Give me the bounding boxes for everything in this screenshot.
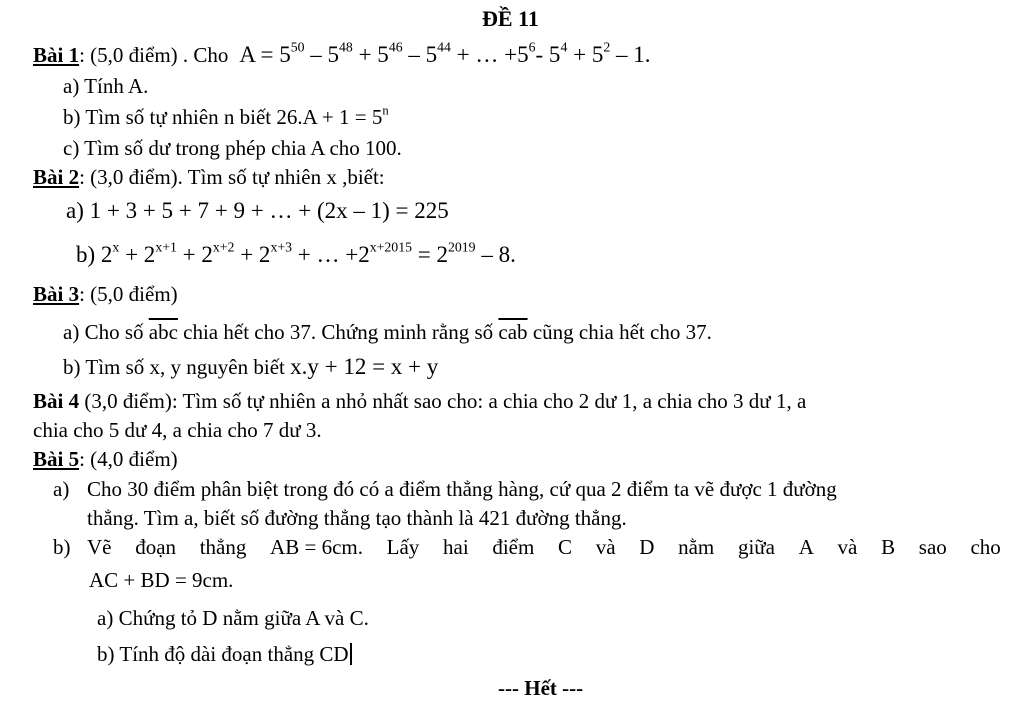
bai5-sub-b: b) Tính độ dài đoạn thẳng CD (97, 643, 352, 665)
bai2-a: a) 1 + 3 + 5 + 7 + 9 + … + (2x – 1) = 225 (66, 198, 449, 223)
bai1-formula: $A = 5^{50} - 5^{48} + 5^{46} - 5^{44}$ + … $+5^6-$ $5^4 + 5^2 - 1$. (239, 39, 651, 67)
bai5-heading (33, 449, 178, 470)
bai1-label: Bài 1 (33, 43, 80, 67)
bai3-heading (33, 284, 178, 305)
bai2-label: Bài 2 (33, 165, 80, 189)
abc-number: $\overline{abc}$ (148, 320, 178, 344)
bai5-a-marker: a) (53, 477, 70, 501)
bai5-sub-a: a) Chứng tỏ D nằm giữa A và C. (97, 606, 369, 630)
bai3-head: : (5,0 điểm) (79, 282, 178, 306)
bai2-b: b) $2^x + 2^{x+1} + 2^{x+2} + 2^{x+3}$ + … $+2^{x+2015} = 2^{2019} - 8$. (76, 239, 516, 267)
bai5-b-marker: b) (53, 535, 71, 559)
bai2-head: : (3,0 điểm). Tìm số tự nhiên x ,biết: (79, 165, 385, 189)
bai2-heading (33, 167, 385, 188)
cab-number: $\overline{cab}$ (498, 320, 528, 344)
bai4-line2: chia cho 5 dư 4, a chia cho 7 dư 3. (33, 418, 322, 442)
bai1-heading (33, 39, 651, 67)
bai3-b: b) Tìm số x, y nguyên biết x.y + 12 = x + y (63, 354, 439, 379)
bai3-label: Bài 3 (33, 282, 80, 306)
bai1-a: a) Tính A. (63, 74, 149, 98)
bai3-a: a) Cho số $\overline{abc}$ chia hết cho 37. Chứng minh rằng số $\overline{cab}$ cũng chia hết cho 37. (63, 320, 712, 344)
bai1-head: : (5,0 điểm) . Cho (79, 43, 229, 67)
page-title: ĐỀ 11 (482, 6, 539, 31)
bai5-head: : (4,0 điểm) (79, 447, 178, 471)
bai4-line1: Bài 4 (3,0 điểm): Tìm số tự nhiên a nhỏ nhất sao cho: a chia cho 2 dư 1, a chia cho 3 dư 1, a (33, 389, 807, 413)
bai1-b: b) Tìm số tự nhiên n biết $26.A + 1 = 5^n$ (63, 103, 389, 129)
bai5-b-line2: AC + BD = 9cm. (89, 568, 234, 592)
bai4-label: Bài 4 (33, 389, 80, 413)
bai5-a-line2: thẳng. Tìm a, biết số đường thẳng tạo thành là 421 đường thẳng. (87, 506, 627, 530)
bai5-b-line1: Vẽ đoạn thẳng AB = 6cm. Lấy hai điểm C và D nằm giữa A và B sao cho (87, 535, 1001, 559)
bai1-c: c) Tìm số dư trong phép chia A cho 100. (63, 136, 402, 160)
end-marker: --- Hết --- (498, 676, 584, 700)
text-cursor (350, 643, 352, 665)
bai5-a-line1: Cho 30 điểm phân biệt trong đó có a điểm thẳng hàng, cứ qua 2 điểm ta vẽ được 1 đường (87, 477, 837, 501)
bai5-label: Bài 5 (33, 447, 80, 471)
